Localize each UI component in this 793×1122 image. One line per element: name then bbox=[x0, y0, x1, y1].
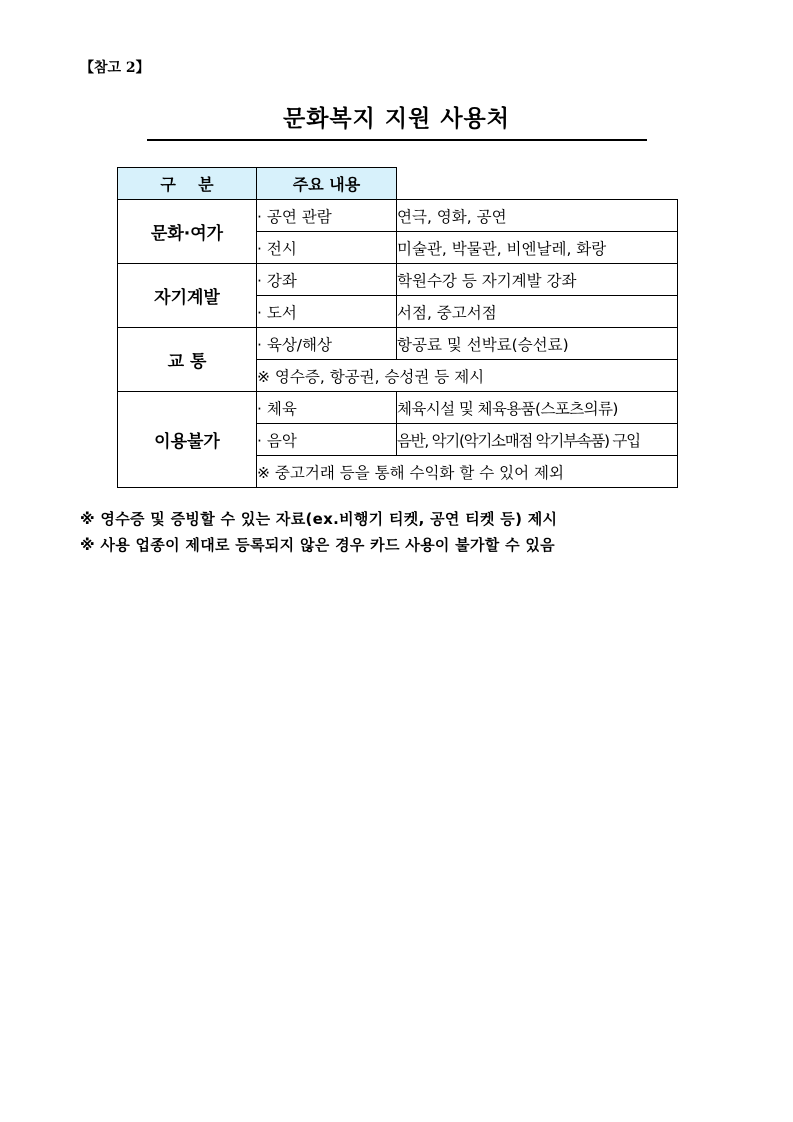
subcategory-cell: · 음악 bbox=[257, 424, 397, 456]
content-cell: 항공료 및 선박료(승선료) bbox=[397, 328, 678, 360]
table-header-row bbox=[118, 168, 678, 200]
header-category: 구 분 bbox=[118, 168, 257, 200]
table-row bbox=[118, 328, 678, 360]
usage-table bbox=[117, 167, 678, 488]
table-row bbox=[118, 392, 678, 424]
subcategory-cell: · 강좌 bbox=[257, 264, 397, 296]
category-self-development: 자기계발 bbox=[118, 264, 257, 328]
content-cell: 음반, 악기(악기소매점 악기부속품) 구입 bbox=[397, 424, 678, 456]
transport-note: ※ 영수증, 항공권, 승성권 등 제시 bbox=[257, 360, 678, 392]
table-row bbox=[118, 200, 678, 232]
subcategory-cell: · 체육 bbox=[257, 392, 397, 424]
not-allowed-note: ※ 중고거래 등을 통해 수익화 할 수 있어 제외 bbox=[257, 456, 678, 488]
content-cell: 연극, 영화, 공연 bbox=[397, 200, 678, 232]
content-cell: 학원수강 등 자기계발 강좌 bbox=[397, 264, 678, 296]
reference-label: 【참고 2】 bbox=[80, 60, 150, 76]
subcategory-cell: · 전시 bbox=[257, 232, 397, 264]
subcategory-cell: · 도서 bbox=[257, 296, 397, 328]
page-title: 문화복지 지원 사용처 bbox=[283, 106, 510, 132]
content-cell: 미술관, 박물관, 비엔날레, 화랑 bbox=[397, 232, 678, 264]
category-not-allowed: 이용불가 bbox=[118, 392, 257, 488]
subcategory-cell: · 육상/해상 bbox=[257, 328, 397, 360]
content-cell: 체육시설 및 체육용품(스포츠의류) bbox=[397, 392, 678, 424]
footnotes bbox=[80, 506, 557, 558]
title-underline bbox=[147, 139, 647, 141]
content-cell: 서점, 중고서점 bbox=[397, 296, 678, 328]
footnote-item: ※ 영수증 및 증빙할 수 있는 자료(ex.비행기 티켓, 공연 티켓 등) 제시 bbox=[80, 510, 558, 528]
header-content: 주요 내용 bbox=[257, 168, 397, 200]
footnote-item: ※ 사용 업종이 제대로 등록되지 않은 경우 카드 사용이 불가할 수 있음 bbox=[80, 536, 555, 554]
category-transport: 교 통 bbox=[118, 328, 257, 392]
category-culture: 문화·여가 bbox=[118, 200, 257, 264]
subcategory-cell: · 공연 관람 bbox=[257, 200, 397, 232]
table-row bbox=[118, 264, 678, 296]
